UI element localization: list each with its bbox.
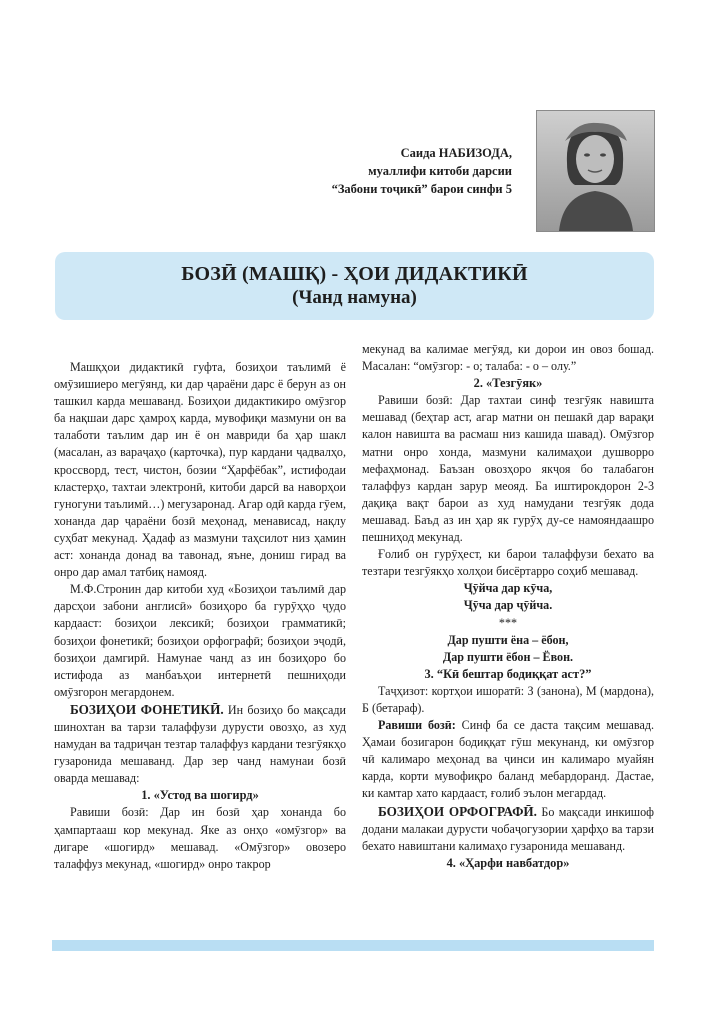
right-column <box>362 341 654 872</box>
rule-label: Равиши бозӣ: <box>378 718 456 733</box>
title-banner <box>55 252 654 320</box>
poem-line: Дар пушти ёна – ёбон, <box>447 632 569 647</box>
section-heading-orthographic: БОЗИҲОИ ОРФОГРАФӢ. <box>378 803 537 819</box>
author-role: муаллифи китоби дарсии <box>368 164 512 178</box>
paragraph <box>54 701 346 787</box>
poem-line: Ҷӯйча дар кӯча, <box>463 581 553 596</box>
poem-line: Дар пушти ёбон – Ёвон. <box>442 649 574 664</box>
paragraph: Равиши бозӣ: Дар тахтаи синф тезгӯяк навишта мешавад (беҳтар аст, агар матни он пешакӣ дар варақи калон навишта ва расмаш низ кашида шавад). Омӯзгор матни онро хонда, мазмуни калимаҳои душворро мефаҳмонад. Баъзан овозҳоро якҷоя бо талабагон талаффуз кардан зарур меояд. Ба иштирокдорон 2-3 дақиқа вақт барои аз худ намудани тезгӯяк дода мешавад. Баъд аз ин ҳар як гурӯҳ ду-се намояндаашро пешниҳод мекунад. <box>362 393 654 545</box>
author-book: “Забони тоҷикӣ” барои синфи 5 <box>331 182 512 196</box>
paragraph <box>362 803 654 855</box>
author-block <box>300 144 512 198</box>
paragraph <box>362 717 654 802</box>
portrait-image <box>537 111 654 231</box>
left-column <box>54 359 346 873</box>
bottom-bar <box>52 940 654 951</box>
game-heading-1: 1. «Устод ва шогирд» <box>141 788 259 803</box>
paragraph: Ғолиб он гурӯҳест, ки барои талаффузи бехато ва тезтари тезгӯякҳо холҳои бисёртарро соҳиб мешавад. <box>362 547 654 579</box>
paragraph: Таҷҳизот: кортҳои ишоратӣ: З (занона), М (мардона), Б (бетараф). <box>362 683 654 715</box>
paragraph-text: Бо мақсади инкишоф додани малакаи дурусти чобаҷогузории ҳарфҳо ва тарзи бехато навиштани калимаҳо гузаронида мешаванд. <box>362 804 654 853</box>
poem-line: Ҷӯча дар ҷӯйча. <box>463 598 553 613</box>
section-heading-phonetic: БОЗИҲОИ ФОНЕТИКӢ. <box>70 701 224 717</box>
article-subtitle: (Чанд намуна) <box>292 287 417 308</box>
stars-divider: *** <box>498 615 518 630</box>
author-photo <box>536 110 655 232</box>
paragraph: М.Ф.Стронин дар китоби худ «Бозиҳои таълимӣ дар дарсҳои забони англисӣ» бозиҳоро ба гурӯҳҳо ҷудо кардааст: бозиҳои лексикӣ; бозиҳои грамматикӣ; бозиҳои фонетикӣ; бозиҳои орфографӣ; бозиҳои эҷодӣ, бозиҳои дамгирӣ. Намунае чанд аз ин бозиҳоро бо истифода аз манбаъҳои интернетӣ пешниҳоди омӯзгорон мегардонем. <box>54 582 346 699</box>
paragraph: Машқҳои дидактикӣ гуфта, бозиҳои таълимӣ ё омӯзишиеро мегӯянд, ки дар ҷараёни дарс ё берун аз он ташкил карда мешаванд. Бозиҳои дидактикиро омӯзгор ба нақшаи дарс ҳамроҳ карда, мувофиқи мазмуни он ва талаботи таълим дар ин ё он мавриди ба ҳар шакл (масалан, аз вараҷаҳо (карточка), пур кардани ҷадвалҳо, кроссворд, тест, чистон, бозии “Ҳарфёбак”, истифодаи кластерҳо, тахтаи электронӣ, китоби дарсӣ ва наворҳои гуногуни таълимӣ…) мегузаронад. Агар одӣ карда гӯем, хонанда дар ҷараёни бозӣ меҳонад, менависад, нақлу суҳбат мекунад. Ҳадаф аз мазмуни таҳсилот низ ҳамин аст: хонанда донад ва тавонад, яъне, дониш гирад ва онро дар амал татбиқ намояд. <box>54 360 346 580</box>
game-heading-2: 2. «Тезгӯяк» <box>473 376 543 391</box>
article-title: БОЗӢ (МАШҚ) - ҲОИ ДИДАКТИКӢ <box>181 263 528 285</box>
paragraph-text: Синф ба се даста тақсим мешавад. Ҳамаи бозигарон бодиққат гӯш мекунанд, ки омӯзгор чӣ калимаро меҳонад ва ҷинси ин калимаро муайян карда, корти мувофиқро баланд мебардоранд. Дастае, ки камтар хато кардааст, ғолиб эълон мегардад. <box>362 718 654 801</box>
paragraph-text: Ин бозиҳо бо мақсади шинохтан ва тарзи талаффузи дурусти овозҳо, аз худ намудан ва тадриҷан тезтар талаффуз кардани тезгӯякҳо гузаронида мешаванд. Дар зер чанд намунаи бозӣ оварда мешавад: <box>54 702 346 786</box>
paragraph: Равиши бозӣ: Дар ин бозӣ ҳар хонанда бо ҳампартааш кор мекунад. Яке аз онҳо «омӯзгор» ва дигаре «шогирд» мешавад. «Омӯзгор» овозеро талаффуз мекунад, «шогирд» онро такрор <box>54 805 346 871</box>
paragraph: мекунад ва калимае мегӯяд, ки дорои ин овоз бошад. Масалан: “омӯзгор: - о; талаба: - о – олу.” <box>362 342 654 374</box>
game-heading-4: 4. «Ҳарфи навбатдор» <box>446 855 570 870</box>
author-name: Саида НАБИЗОДА, <box>400 146 512 160</box>
game-heading-3: 3. “Кӣ бештар бодиққат аст?” <box>424 666 592 681</box>
